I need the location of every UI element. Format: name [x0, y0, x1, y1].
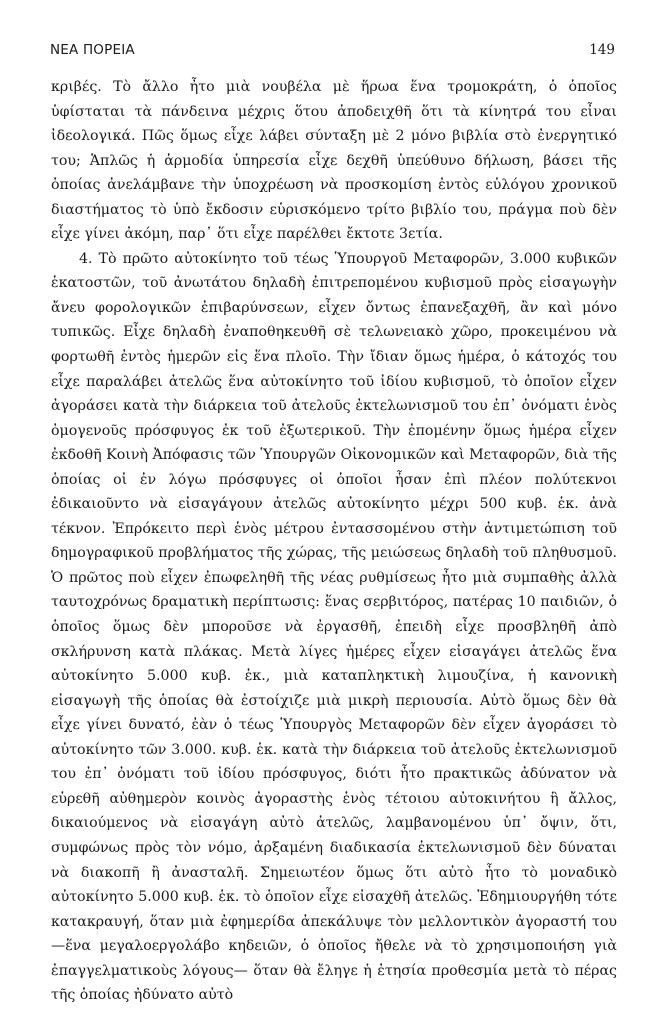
page-body: [51, 75, 617, 1008]
paragraph-continuation: κριβές. Τὸ ἄλλο ἦτο μιὰ νουβέλα μὲ ἥρωα ἕνα τρομοκράτη, ὁ ὁποῖος ὑφίσταται τὰ πάνδεινα μέχρις ὅτου ἀποδειχθῆ ὅτι τὰ κίνητρά του εἶναι ἰδεολογικά. Πῶς ὅμως εἶχε λάβει σύνταξη μὲ 2 μόνο βιβλία στὸ ἐνεργητικό του; Ἁπλῶς ἡ ἁρμοδία ὑπηρεσία εἶχε δεχθῆ ὑπεύθυνο δήλωση, βάσει τῆς ὁποίας ἀνελάμβανε τὴν ὑποχρέωση νὰ προσκομίση ἐντὸς εὐλόγου χρονικοῦ διαστήματος τὸ ὑπὸ ἔκδοσιν εὑρισκόμενο τρίτο βιβλίο του, πράγμα ποὺ δὲν εἶχε γίνει ἀκόμη, παρ᾿ ὅτι εἶχε παρέλθει ἔκτοτε 3ετία.: [51, 79, 617, 243]
running-title: ΝΕΑ ΠΟΡΕΙΑ: [50, 42, 135, 58]
paragraph-section-4: 4. Τὸ πρῶτο αὐτοκίνητο τοῦ τέως Ὑπουργοῦ Μεταφορῶν, 3.000 κυβικῶν ἑκατοστῶν, τοῦ ἀνωτάτου δηλαδὴ ἐπιτρεπομένου κυβισμοῦ πρὸς εἰσαγωγὴν ἄνευ φορολογικῶν ἐπιβαρύνσεων, εἶχεν ὄντως ἐπανεξαχθῆ, ἂν καὶ μόνο τυπικῶς. Εἶχε δηλαδὴ ἐναποθηκευθῆ σὲ τελωνειακὸ χῶρο, προκειμένου νὰ φορτωθῆ ἐντὸς ἡμερῶν εἰς ἕνα πλοῖο. Τὴν ἴδιαν ὅμως ἡμέρα, ὁ κάτοχός του εἶχε παραλάβει ἀτελῶς ἕνα αὐτοκίνητο τοῦ ἰδίου κυβισμοῦ, τὸ ὁποῖον εἶχεν ἀγοράσει κατὰ τὴν διάρκεια τοῦ ἀτελοῦς ἐκτελωνισμοῦ του ἐπ᾿ ὀνόματι ἑνὸς ὁμογενοῦς πρόσφυγος ἐκ τοῦ ἐξωτερικοῦ. Τὴν ἐπομένην ὅμως ἡμέρα εἶχεν ἐκδοθῆ Κοινὴ Ἀπόφασις τῶν Ὑπουργῶν Οἰκονομικῶν καὶ Μεταφορῶν, διὰ τῆς ὁποίας οἱ ἐν λόγω πρόσφυγες οἱ ὁποῖοι ἦσαν ἐπὶ πλέον πολύτεκνοι ἐδικαιοῦντο νὰ εἰσαγάγουν ἀτελῶς αὐτοκίνητο μέχρι 500 κυβ. ἑκ. ἀνὰ τέκνον. Ἐπρόκειτο περὶ ἑνὸς μέτρου ἐντασσομένου στὴν ἀντιμετώπιση τοῦ δημογραφικοῦ προβλήματος τῆς χώρας, τῆς μειώσεως δηλαδὴ τοῦ πληθυσμοῦ. Ὁ πρῶτος ποὺ εἶχεν ἐπωφεληθῆ τῆς νέας ρυθμίσεως ἦτο μιὰ συμπαθὴς ἀλλὰ ταυτοχρόνως δραματικὴ περίπτωσις: ἕνας σερβιτόρος, πατέρας 10 παιδιῶν, ὁ ὁποῖος ὅμως δὲν μποροῦσε νὰ ἐργασθῆ, ἐπειδὴ εἶχε προσβληθῆ ἀπὸ σκλήρυνση κατὰ πλάκας. Μετὰ λίγες ἡμέρες εἶχεν εἰσαγάγει ἀτελῶς ἕνα αὐτοκίνητο 5.000 κυβ. ἑκ., μιὰ καταπληκτικὴ λιμουζίνα, ἡ κανονικὴ εἰσαγωγὴ τῆς ὁποίας θὰ ἐστοίχιζε μιὰ μικρὴ περιουσία. Αὐτὸ ὅμως δὲν θὰ εἶχε γίνει δυνατό, ἐὰν ὁ τέως Ὑπουργὸς Μεταφορῶν δὲν εἶχεν ἀγοράσει τὸ αὐτοκίνητο τῶν 3.000. κυβ. ἑκ. κατὰ τὴν διάρκεια τοῦ ἀτελοῦς ἐκτελωνισμοῦ του ἐπ᾿ ὀνόματι τοῦ ἰδίου πρόσφυγος, διότι ἦτο πρακτικῶς ἀδύνατον νὰ εὑρεθῆ αὐθημερὸν κοινὸς ἀγοραστὴς ἑνὸς τέτοιου αὐτοκινήτου ἢ ἄλλος, δικαιούμενος νὰ εἰσαγάγη αὐτὸ ἀτελῶς, λαμβανομένου ὑπ᾿ ὄψιν, ὅτι, συμφώνως πρὸς τὸν νόμο, ἀρξαμένη διαδικασία ἐκτελωνισμοῦ δὲν δύναται νὰ διακοπῆ ἢ ἀνασταλῆ. Σημειωτέον ὅμως ὅτι αὐτὸ ἦτο τὸ μοναδικὸ αὐτοκίνητο 5.000 κυβ. ἑκ. τὸ ὁποῖον εἶχε εἰσαχθῆ ἀτελῶς. Ἐδημιουργήθη τότε κατακραυγή, ὅταν μιὰ ἐφημερίδα ἀπεκάλυψε τὸν μελλοντικὸν ἀγοραστή του —ἕνα μεγαλοεργολάβο κηδειῶν, ὁ ὁποῖος ἤθελε νὰ τὸ χρησιμοποιήση γιὰ ἐπαγγελματικοὺς λόγους— ὅταν θὰ ἔληγε ἡ ἐτησία προθεσμία μετὰ τὸ πέρας τῆς ὁποίας ἠδύνατο αὐτὸ: [51, 250, 617, 1004]
page-header: [50, 42, 615, 62]
page-number: 149: [589, 42, 615, 58]
